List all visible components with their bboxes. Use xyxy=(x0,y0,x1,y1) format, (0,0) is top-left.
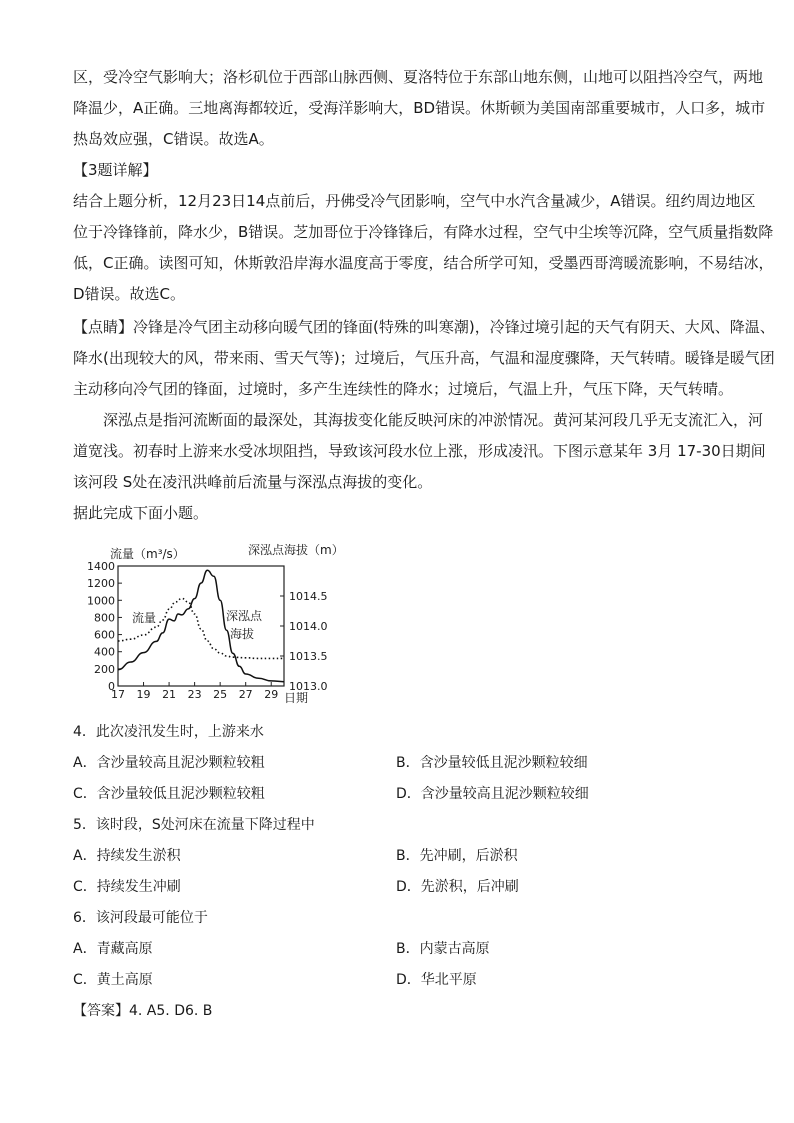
left-tick-label: 1400 xyxy=(87,560,115,573)
paragraph-line: 道宽浅。初春时上游来水受冰坝阻挡，导致该河段水位上涨，形成凌汛。下图示意某年 3月 17-30日期间 xyxy=(73,442,766,460)
x-tick-label: 25 xyxy=(213,688,228,701)
left-tick-label: 0 xyxy=(108,680,115,693)
paragraph-line: 热岛效应强，C错误。故选A。 xyxy=(73,130,274,148)
right-tick-label: 1014.0 xyxy=(289,620,328,633)
paragraph-line: D错误。故选C。 xyxy=(73,285,186,303)
paragraph-line: 低，C正确。读图可知，休斯敦沿岸海水温度高于零度，结合所学可知，受墨西哥湾暖流影响，不易结冰， xyxy=(73,254,774,272)
paragraph-line: 位于冷锋锋前，降水少，B错误。芝加哥位于冷锋锋后，有降水过程，空气中尘埃等沉降，空气质量指数降 xyxy=(73,223,774,241)
right-tick-label: 1013.5 xyxy=(289,650,328,663)
left-tick-label: 200 xyxy=(94,662,115,676)
section-heading-q3: 【3题详解】 xyxy=(73,161,158,179)
question-4: 4．此次凌汛发生时，上游来水 xyxy=(73,724,264,740)
paragraph-line: 降水(出现较大的风，带来雨、雪天气等)；过境后，气压升高，气温和湿度骤降，天气转晴。暖锋是暖气团 xyxy=(73,349,775,367)
series-line-flow xyxy=(118,570,284,681)
x-tick-label: 29 xyxy=(264,688,279,701)
x-tick-label: 17 xyxy=(111,688,125,701)
paragraph-line: 【点睛】冷锋是冷气团主动移向暖气团的锋面(特殊的叫寒潮)，冷锋过境引起的天气有阴天、大风、降温、 xyxy=(73,318,775,336)
x-tick-label: 19 xyxy=(136,688,151,701)
right-tick-label: 1014.5 xyxy=(289,590,328,603)
answer-text: 4. A5. D6. B xyxy=(129,1003,213,1019)
series-label-elevation-1: 深泓点 xyxy=(226,609,263,623)
series-line-elevation xyxy=(118,598,284,658)
option-4a[interactable]: A．含沙量较高且泥沙颗粒较粗 xyxy=(73,755,265,771)
paragraph-line: 深泓点是指河流断面的最深处，其海拔变化能反映河床的冲淤情况。黄河某河段几乎无支流汇入，河 xyxy=(103,411,764,429)
left-tick-label: 600 xyxy=(94,628,115,642)
option-5a[interactable]: A．持续发生淤积 xyxy=(73,848,181,864)
paragraph-line: 区，受冷空气影响大；洛杉矶位于西部山脉西侧、夏洛特位于东部山地东侧，山地可以阻挡冷空气，两地 xyxy=(73,68,764,86)
option-5d[interactable]: D．先淤积，后冲刷 xyxy=(396,879,519,895)
left-tick-label: 1000 xyxy=(87,594,115,608)
answer-line xyxy=(73,1001,212,1021)
paragraph-line: 结合上题分析，12月23日14点前后，丹佛受冷气团影响，空气中水汽含量减少，A错误。纽约周边地区 xyxy=(73,192,756,210)
question-6: 6．该河段最可能位于 xyxy=(73,910,208,926)
right-tick-label: 1013.0 xyxy=(289,680,328,693)
paragraph-line: 据此完成下面小题。 xyxy=(73,504,209,522)
option-6d[interactable]: D．华北平原 xyxy=(396,972,477,988)
paragraph-line: 主动移向冷气团的锋面，过境时，多产生连续性的降水；过境后，气温上升，气压下降，天气转晴。 xyxy=(73,380,734,398)
right-axis-title: 深泓点海拔（m） xyxy=(248,543,344,557)
option-4d[interactable]: D．含沙量较高且泥沙颗粒较细 xyxy=(396,786,589,802)
option-5c[interactable]: C．持续发生冲刷 xyxy=(73,879,181,895)
paragraph-line: 降温少，A正确。三地离海都较近，受海洋影响大，BD错误。休斯顿为美国南部重要城市，人口多，城市 xyxy=(73,99,766,117)
question-5: 5．该时段，S处河床在流量下降过程中 xyxy=(73,817,315,833)
series-label-elevation-2: 海拔 xyxy=(230,627,255,641)
answer-tag: 【答案】 xyxy=(73,1003,129,1019)
flow-elevation-chart xyxy=(70,540,350,710)
option-6b[interactable]: B．内蒙古高原 xyxy=(396,941,490,957)
plot-frame xyxy=(118,566,284,686)
option-4b[interactable]: B．含沙量较低且泥沙颗粒较细 xyxy=(396,755,588,771)
x-tick-label: 21 xyxy=(162,688,177,701)
series-label-flow: 流量 xyxy=(132,611,157,625)
left-axis-title: 流量（m³/s） xyxy=(110,547,185,561)
paragraph-line: 该河段 S处在凌汛洪峰前后流量与深泓点海拔的变化。 xyxy=(73,473,433,491)
x-axis-title: 日期 xyxy=(284,691,309,705)
option-5b[interactable]: B．先冲刷，后淤积 xyxy=(396,848,518,864)
option-6c[interactable]: C．黄土高原 xyxy=(73,972,153,988)
x-tick-label: 23 xyxy=(187,688,202,701)
left-tick-label: 800 xyxy=(94,611,115,625)
left-tick-label: 400 xyxy=(94,645,115,659)
left-tick-label: 1200 xyxy=(87,577,115,591)
x-tick-label: 27 xyxy=(238,688,253,701)
option-6a[interactable]: A．青藏高原 xyxy=(73,941,153,957)
option-4c[interactable]: C．含沙量较低且泥沙颗粒较粗 xyxy=(73,786,265,802)
